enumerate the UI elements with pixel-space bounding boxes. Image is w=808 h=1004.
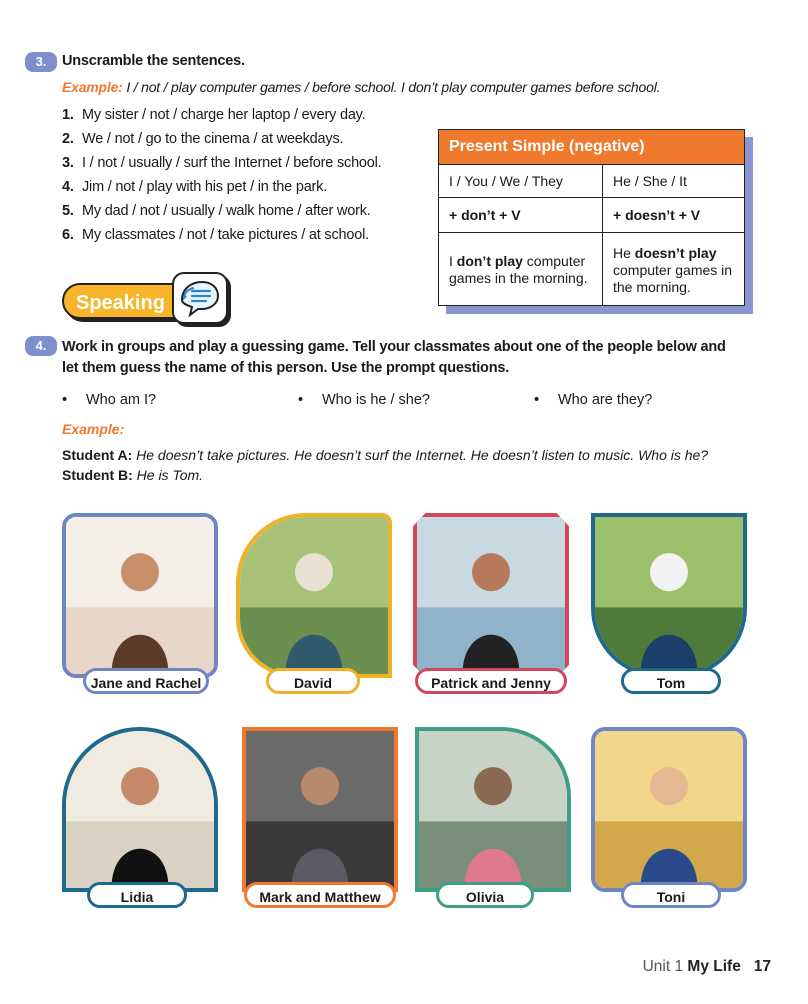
- item-number: 1.: [62, 107, 74, 123]
- person-name-label: Tom: [621, 668, 721, 694]
- exercise-number-badge: 3.: [25, 52, 57, 72]
- item-text: Jim / not / play with his pet / in the park.: [82, 179, 328, 195]
- person-name-label: Lidia: [87, 882, 187, 908]
- item-number: 2.: [62, 131, 74, 147]
- grammar-cell: I / You / We / They: [439, 165, 603, 198]
- example-text: I / not / play computer games / before school. I don’t play computer games before school.: [126, 79, 661, 95]
- person-name-label: Jane and Rachel: [83, 668, 209, 694]
- speech-bubbles-icon: [172, 272, 228, 324]
- person-name-label: Olivia: [436, 882, 534, 908]
- prompt-bullet: • Who are they?: [534, 392, 653, 408]
- list-item: [62, 107, 382, 131]
- list-item: [62, 203, 382, 227]
- grammar-table: [438, 129, 745, 306]
- person-photo: [62, 513, 218, 678]
- person-photo: [413, 513, 569, 678]
- grammar-cell: + doesn’t + V: [603, 198, 745, 233]
- person-name-label: Mark and Matthew: [244, 882, 396, 908]
- person-name-label: Patrick and Jenny: [415, 668, 567, 694]
- person-photo: [591, 727, 747, 892]
- prompt-bullet: • Who am I?: [62, 392, 157, 408]
- grammar-example-cell: He doesn’t play computer games in the morning.: [603, 233, 745, 306]
- example-label: Example:: [62, 79, 123, 95]
- person-photo: [415, 727, 571, 892]
- list-item: [62, 179, 382, 203]
- grammar-cell: + don’t + V: [439, 198, 603, 233]
- person-name-label: Toni: [621, 882, 721, 908]
- example-line: [62, 79, 660, 95]
- grammar-cell: He / She / It: [603, 165, 745, 198]
- person-photo: [236, 513, 392, 678]
- exercise-instruction: Unscramble the sentences.: [62, 53, 245, 69]
- list-item: [62, 131, 382, 155]
- example-dialogue: Student A: He doesn’t take pictures. He doesn’t surf the Internet. He doesn’t listen to music. Who is he? Student B: He is Tom.: [62, 447, 709, 483]
- grammar-example-cell: I don’t play computer games in the morning.: [439, 233, 603, 306]
- item-text: My dad / not / usually / walk home / after work.: [82, 203, 371, 219]
- item-number: 4.: [62, 179, 74, 195]
- person-photo: [242, 727, 398, 892]
- item-number: 6.: [62, 227, 74, 243]
- person-name-label: David: [266, 668, 360, 694]
- item-number: 3.: [62, 155, 74, 171]
- item-text: My classmates / not / take pictures / at school.: [82, 227, 369, 243]
- item-text: My sister / not / charge her laptop / every day.: [82, 107, 366, 123]
- prompt-bullet: • Who is he / she?: [298, 392, 430, 408]
- exercise-instruction: Work in groups and play a guessing game. Tell your classmates about one of the people below and let them guess the name of this person. Use the prompt questions.: [62, 339, 726, 376]
- person-photo: [591, 513, 747, 678]
- item-text: I / not / usually / surf the Internet / before school.: [82, 155, 382, 171]
- grammar-title: Present Simple (negative): [439, 130, 745, 165]
- person-photo: [62, 727, 218, 892]
- page-footer: Unit 1 My Life 17: [642, 958, 771, 975]
- item-text: We / not / go to the cinema / at weekdays.: [82, 131, 344, 147]
- exercise-number-badge: 4.: [25, 336, 57, 356]
- list-item: [62, 227, 382, 251]
- speaking-label: Speaking: [62, 283, 190, 319]
- list-item: [62, 155, 382, 179]
- item-number: 5.: [62, 203, 74, 219]
- sentence-list: [62, 107, 382, 251]
- example-label: Example:: [62, 421, 125, 437]
